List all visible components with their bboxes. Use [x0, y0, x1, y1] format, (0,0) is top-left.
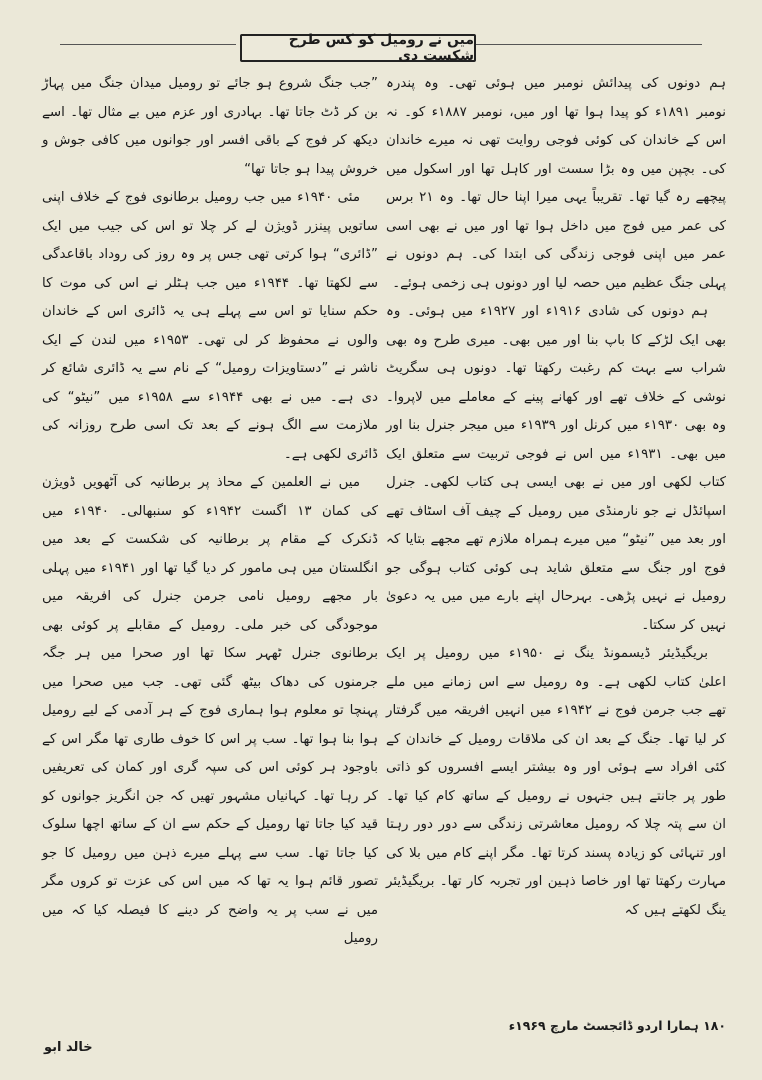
- paragraph: ہم دونوں کی شادی ۱۹۱۶ء اور ۱۹۲۷ء میں ہوئی۔ وہ بھی ایک لڑکے کا باپ بنا اور میں بھی۔ میری طرح وہ بھی شراب سے بہت کم رغبت رکھتا تھا۔ دونوں ہی سگریٹ نوشی کے خلاف تھے اور کھانے پینے کے معاملے میں لاپروا۔ وہ بھی ۱۹۳۰ء میں کرنل اور ۱۹۳۹ء میں میجر جنرل بنا اور میں بھی۔ ۱۹۳۱ء میں اس نے فوجی تربیت سے متعلق ایک کتاب لکھی اور میں نے بھی ایسی ہی کتاب لکھی۔ جنرل اسپائڈل نے جو نارمنڈی میں رومیل کے چیف آف اسٹاف تھے اور بعد میں ”نیٹو“ میں میرے ہمراہ ملازم تھے مجھے بتایا کہ فوج اور جنگ سے متعلق شاید ہی کوئی کتاب ہوگی جو رومیل نے نہیں پڑھی۔ بہرحال اپنے بارے میں میں یہ دعویٰ نہیں کر سکتا۔: [386, 304, 727, 633]
- title-rule-right: [476, 44, 702, 45]
- paragraph: بریگیڈیئر ڈیسمونڈ ینگ نے ۱۹۵۰ء میں رومیل پر ایک اعلیٰ کتاب لکھی ہے۔ وہ رومیل سے اس زمانے میں ملے تھے جب جرمن فوج نے ۱۹۴۲ء میں انہیں افریقہ میں گرفتار کر لیا تھا۔ جنگ کے بعد ان کی ملاقات رومیل کے خاندان کے کئی افراد سے ہوئی اور وہ بیشتر ایسے افسروں کو ذاتی طور پر جانتے ہیں جنہوں نے رومیل کے ساتھ کام کیا تھا۔ ان سے پتہ چلا کہ رومیل معاشرتی زندگی سے دور دور رہتا اور تنہائی کو زیادہ پسند کرتا تھا۔ مگر اپنے کام میں بلا کی مہارت رکھتا تھا اور خاصا ذہین اور تجربہ کار تھا۔ بریگیڈیئر ینگ لکھتے ہیں کہ: [386, 646, 726, 918]
- footer-text: ۱۸۰ ہمارا اردو ڈائجسٹ مارچ ۱۹۶۹ء: [508, 1018, 726, 1033]
- title-rule-left: [60, 44, 236, 45]
- paragraph: ہم دونوں کی پیدائش نومبر میں ہوئی تھی۔ وہ پندرہ نومبر ۱۸۹۱ء کو پیدا ہوا تھا اور میں، نومبر ۱۸۸۷ء کو۔ نہ اس کے خاندان کی کوئی فوجی روایت تھی نہ میرے خاندان کی۔ بچپن میں وہ بڑا سست اور کاہل تھا اور اسکول میں پیچھے رہ گیا تھا۔ تقریباً یہی میرا اپنا حال تھا۔ وہ ۲۱ برس کی عمر میں فوج میں داخل ہوا تھا اور میں نے بھی اسی عمر میں اپنی فوجی زندگی کی ابتدا کی۔ ہم دونوں نے پہلی جنگ عظیم میں حصہ لیا اور دونوں ہی زخمی ہوئے۔: [386, 76, 726, 291]
- paragraph: مئی ۱۹۴۰ء میں جب رومیل برطانوی فوج کے خلاف اپنی ساتویں پینزر ڈویژن لے کر چلا تو اس کی جیب میں ایک ”ڈائری“ ہوا کرتی تھی جس پر وہ روز کی روداد باقاعدگی سے لکھتا تھا۔ ۱۹۴۴ء میں جب ہٹلر نے اس کی موت کا حکم سنایا تو اس سے پہلے ہی یہ ڈائری اس کے خاندان والوں نے محفوظ کر لی تھی۔ ۱۹۵۳ء میں لندن کے ایک ناشر نے ”دستاویزات رومیل“ کے نام سے یہ ڈائری شائع کر دی ہے۔ میں نے بھی ۱۹۴۴ء سے ۱۹۵۸ء میں ”نیٹو“ کی ملازمت سے الگ ہونے کے بعد تک اسی طرح روزانہ کی ڈائری لکھی ہے۔: [42, 190, 378, 462]
- quote-paragraph: ”جب جنگ شروع ہو جائے تو رومیل میدان جنگ میں پہاڑ بن کر ڈٹ جاتا تھا۔ بہادری اور عزم میں بے مثال تھا۔ اسے دیکھ کر فوج کے باقی افسر اور جوانوں میں کافی جوش و خروش پیدا ہو جاتا تھا“: [42, 76, 378, 177]
- left-column: [42, 70, 378, 954]
- page-title-text: میں نے رومیل کو کس طرح شکست دی: [288, 32, 474, 64]
- paragraph: میں نے العلمین کے محاذ پر برطانیہ کی آٹھویں ڈویژن کی کمان ۱۳ اگست ۱۹۴۲ء کو سنبھالی۔ ۱۹۴۰ء میں ڈنکرک کے مقام پر برطانیہ کی شکست کے بعد میں انگلستان میں ہی مامور کر دیا گیا تھا اور ۱۹۴۱ء میں پہلی بار مجھے رومیل نامی جرمن جنرل کی افریقہ میں موجودگی کی خبر ملی۔ رومیل کے مقابلے پر کوئی بھی برطانوی جنرل ٹھہر سکا تھا اور صحرا میں ہر جگہ جرمنوں کی دھاک بیٹھ گئی تھی۔ جب میں صحرا میں پہنچا تو معلوم ہوا ہماری فوج کے ہر آدمی کے لیے رومیل ہوا بنا ہوا تھا۔ سب پر اس کا خوف طاری تھا مگر اس کے باوجود ہر کوئی اس کی سپہ گری اور کمان کی تعریفیں کر رہا تھا۔ کہانیاں مشہور تھیں کہ جن انگریز جوانوں کو قید کیا جاتا تھا رومیل کے حکم سے ان کے ساتھ اچھا سلوک کیا جاتا تھا۔ سب سے پہلے میرے ذہن میں رومیل کا جو تصور قائم ہوا یہ تھا کہ میں اس کی عزت تو کروں مگر میں نے سب پر یہ واضح کر دینے کا فیصلہ کیا کہ میں رومیل: [42, 475, 378, 946]
- page-title: [240, 34, 476, 62]
- page-footer: [386, 1018, 726, 1033]
- right-column: [386, 70, 726, 925]
- signature-text: خالد ابو: [44, 1040, 93, 1055]
- signature-stamp: [44, 1040, 93, 1055]
